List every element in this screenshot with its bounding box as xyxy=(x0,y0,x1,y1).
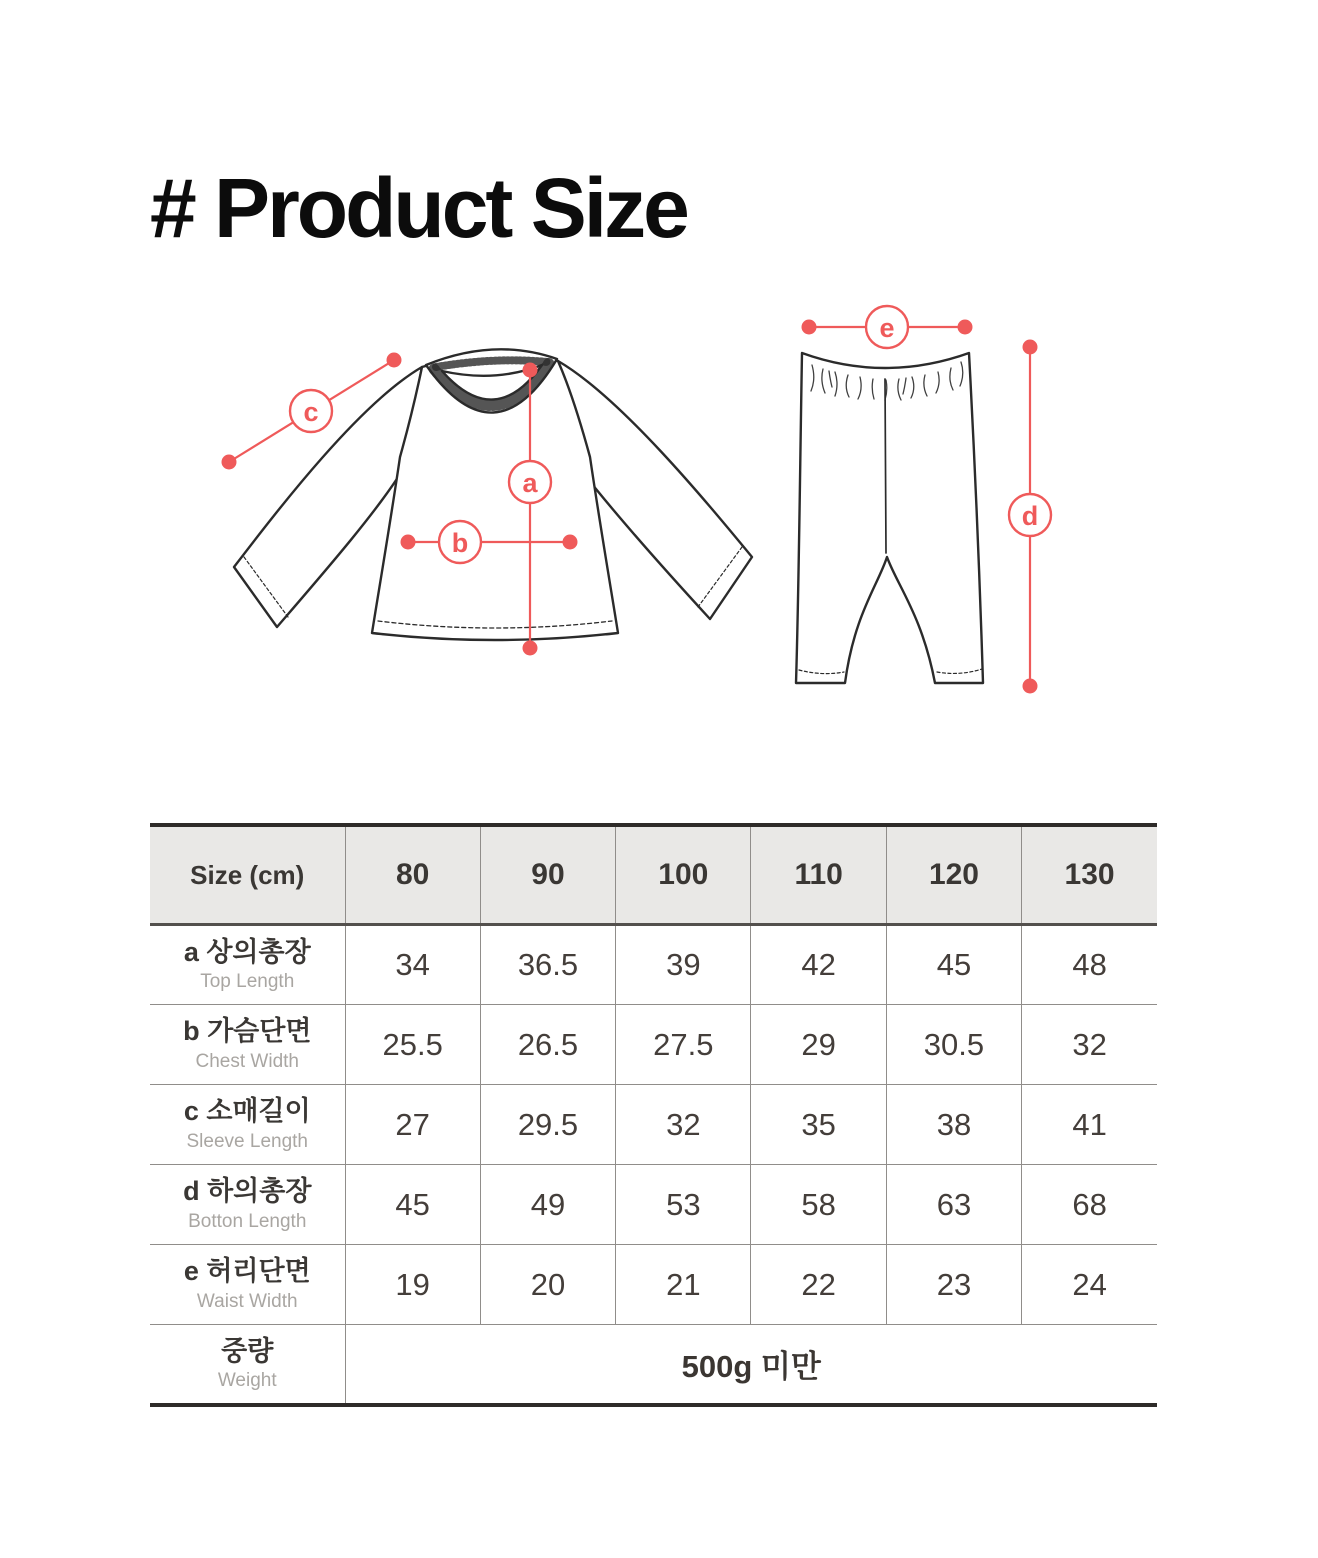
table-cell: 45 xyxy=(345,1165,480,1245)
table-cell: 23 xyxy=(886,1245,1021,1325)
table-cell: 30.5 xyxy=(886,1005,1021,1085)
measure-a-label: a xyxy=(522,468,538,498)
table-row-top-length xyxy=(150,925,1157,1005)
measure-c-dot-end xyxy=(387,353,402,368)
measure-b-dot-left xyxy=(401,535,416,550)
table-cell: 32 xyxy=(1022,1005,1157,1085)
table-cell: 58 xyxy=(751,1165,886,1245)
size-header-100: 100 xyxy=(616,825,751,925)
table-cell: 19 xyxy=(345,1245,480,1325)
table-header-row xyxy=(150,825,1157,925)
measure-e-dot-right xyxy=(958,320,973,335)
pants-drawing xyxy=(796,353,983,683)
size-column-header: Size (cm) xyxy=(150,825,345,925)
table-cell: 29 xyxy=(751,1005,886,1085)
table-cell: 27 xyxy=(345,1085,480,1165)
table-cell: 24 xyxy=(1022,1245,1157,1325)
table-cell: 68 xyxy=(1022,1165,1157,1245)
table-cell: 42 xyxy=(751,925,886,1005)
table-row-weight xyxy=(150,1325,1157,1405)
table-cell: 26.5 xyxy=(480,1005,615,1085)
table-cell: 34 xyxy=(345,925,480,1005)
table-cell: 49 xyxy=(480,1165,615,1245)
table-cell: 36.5 xyxy=(480,925,615,1005)
measure-b-dot-right xyxy=(563,535,578,550)
measure-e-badge xyxy=(866,306,908,348)
table-row-sleeve-length xyxy=(150,1085,1157,1165)
size-header-110: 110 xyxy=(751,825,886,925)
measure-c-badge xyxy=(290,390,332,432)
size-header-120: 120 xyxy=(886,825,1021,925)
size-header-130: 130 xyxy=(1022,825,1157,925)
row-label-weight: 중량 Weight xyxy=(150,1325,345,1405)
table-cell: 41 xyxy=(1022,1085,1157,1165)
measure-c-dot-start xyxy=(222,455,237,470)
measure-b-badge xyxy=(439,521,481,563)
table-row-chest-width xyxy=(150,1005,1157,1085)
pants-outline xyxy=(796,353,983,683)
table-cell: 22 xyxy=(751,1245,886,1325)
page-title: # Product Size xyxy=(150,161,687,256)
size-diagram xyxy=(160,285,1130,765)
measure-b-label: b xyxy=(451,528,469,558)
measure-c-label: c xyxy=(303,397,319,427)
row-label-chest-width: b 가슴단면 Chest Width xyxy=(150,1005,345,1085)
row-label-top-length: a 상의총장 Top Length xyxy=(150,925,345,1005)
table-row-bottom-length xyxy=(150,1165,1157,1245)
measure-d-dot-top xyxy=(1023,340,1038,355)
table-cell: 21 xyxy=(616,1245,751,1325)
measure-a-dot-bottom xyxy=(523,641,538,656)
table-cell: 20 xyxy=(480,1245,615,1325)
row-label-bottom-length: d 하의총장 Botton Length xyxy=(150,1165,345,1245)
table-cell: 25.5 xyxy=(345,1005,480,1085)
size-header-90: 90 xyxy=(480,825,615,925)
table-cell: 45 xyxy=(886,925,1021,1005)
measure-d-dot-bottom xyxy=(1023,679,1038,694)
table-cell: 39 xyxy=(616,925,751,1005)
table-cell: 27.5 xyxy=(616,1005,751,1085)
measure-e-label: e xyxy=(879,313,895,343)
row-label-sleeve-length: c 소매길이 Sleeve Length xyxy=(150,1085,345,1165)
table-row-waist-width xyxy=(150,1245,1157,1325)
measure-d-label: d xyxy=(1021,501,1039,531)
pants-center-seam xyxy=(885,379,886,553)
measure-d-badge xyxy=(1009,494,1051,536)
table-cell: 32 xyxy=(616,1085,751,1165)
measure-a-badge xyxy=(509,461,551,503)
table-cell: 63 xyxy=(886,1165,1021,1245)
table-cell: 53 xyxy=(616,1165,751,1245)
table-cell: 38 xyxy=(886,1085,1021,1165)
table-cell: 29.5 xyxy=(480,1085,615,1165)
weight-value-cell: 500g 미만 xyxy=(345,1325,1157,1405)
table-cell: 48 xyxy=(1022,925,1157,1005)
size-table xyxy=(150,823,1157,1407)
table-cell: 35 xyxy=(751,1085,886,1165)
row-label-waist-width: e 허리단면 Waist Width xyxy=(150,1245,345,1325)
size-header-80: 80 xyxy=(345,825,480,925)
measure-a-dot-top xyxy=(523,363,538,378)
measure-e-dot-left xyxy=(802,320,817,335)
